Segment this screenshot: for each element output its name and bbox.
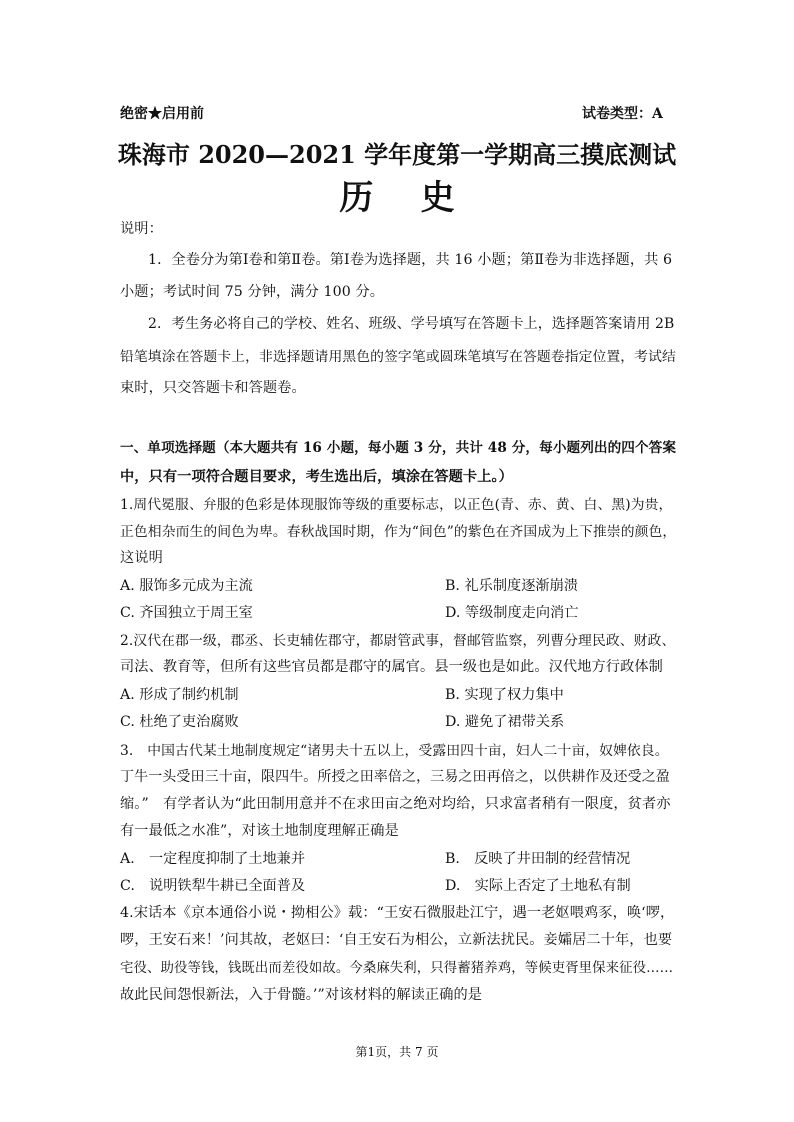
subject-title: 历 史	[339, 178, 455, 218]
question-1-line: 1.周代冕服、弁服的色彩是体现服饰等级的重要标志，以正色(青、赤、黄、白、黑)为贵，	[120, 497, 673, 513]
instruction-line: 束时，只交答题卡和答题卷。	[120, 380, 306, 396]
option-d: D. 避免了裙带关系	[445, 714, 565, 730]
instruction-line: 小题；考试时间 75 分钟，满分 100 分。	[120, 284, 385, 300]
section-heading: 中，只有一项符合题目要求，考生选出后，填涂在答题卡上。）	[120, 469, 513, 485]
page-footer: 第1页，共 7 页	[355, 1045, 439, 1059]
question-1-line: 正色相杂而生的间色为卑。春秋战国时期，作为“间色”的紫色在齐国成为上下推崇的颜色，	[120, 524, 677, 540]
question-4-line: 宅役、助役等钱，钱既出而差役如故。今桑麻失利，只得蓄猪养鸡，等候吏胥里保来征役……	[120, 961, 674, 976]
question-4-line: 啰，王安石来！’问其故，老妪曰：‘自王安石为相公，立新法扰民。妾孀居二十年，也要	[120, 932, 673, 948]
paper-type-label: 试卷类型：A	[582, 106, 663, 122]
question-3-line: 丁牛一头受田三十亩，限四牛。所授之田率倍之，三易之田再倍之，以供耕作及还受之盈	[120, 769, 670, 785]
instruction-line: 铅笔填涂在答题卡上，非选择题请用黑色的签字笔或圆珠笔填写在答题卷指定位置，考试结	[120, 349, 676, 365]
question-2-line: 2.汉代在郡一级，郡丞、长吏辅佐郡守，都尉管武事，督邮管监察，列曹分理民政、财政、	[120, 633, 676, 649]
question-4-line: 4.宋话本《京本通俗小说・拗相公》载：“王安石微服赴江宁，遇一老妪喂鸡豕，唤‘啰，	[120, 905, 675, 921]
option-a: A. 服饰多元成为主流	[120, 578, 253, 594]
section-heading: 一、单项选择题（本大题共有 16 小题，每小题 3 分，共计 48 分，每小题列出的四个答案	[120, 440, 677, 456]
option-b: B. 实现了权力集中	[445, 687, 564, 703]
option-b: B. 礼乐制度逐渐崩溃	[445, 578, 578, 594]
question-3-line: 3. 中国古代某土地制度规定“诸男夫十五以上，受露田四十亩，妇人二十亩，奴婢依良。	[120, 743, 669, 759]
option-c: C. 齐国独立于周王室	[120, 605, 253, 621]
option-b: B. 反映了井田制的经营情况	[445, 851, 631, 867]
option-c: C. 杜绝了吏治腐败	[120, 714, 239, 730]
question-3-line: 有一最低之水准”，对该土地制度理解正确是	[120, 823, 399, 839]
option-a: A. 一定程度抑制了土地兼并	[120, 851, 306, 867]
option-d: D. 等级制度走向消亡	[445, 605, 579, 621]
question-1-line: 这说明	[120, 550, 163, 566]
question-4-line: 故此民间怨恨新法，入于骨髓。’”对该材料的解读正确的是	[120, 987, 483, 1003]
option-a: A. 形成了制约机制	[120, 687, 239, 703]
option-c: C. 说明铁犁牛耕已全面普及	[120, 878, 306, 894]
instruction-line: 1．全卷分为第Ⅰ卷和第Ⅱ卷。第Ⅰ卷为选择题，共 16 小题；第Ⅱ卷为非选择题，共 6	[148, 252, 673, 268]
question-3-line: 缩。” 有学者认为“此田制用意并不在求田亩之绝对均给，只求富者稍有一限度，贫者亦	[120, 796, 671, 812]
confidential-label: 绝密★启用前	[120, 106, 204, 122]
exam-title: 珠海市 2020—2021 学年度第一学期高三摸底测试	[117, 140, 677, 169]
instructions-heading: 说明：	[120, 221, 163, 237]
instruction-line: 2．考生务必将自己的学校、姓名、班级、学号填写在答题卡上，选择题答案请用 2B	[148, 316, 675, 332]
question-2-line: 司法、教育等，但所有这些官员都是郡守的属官。县一级也是如此。汉代地方行政体制	[120, 659, 663, 675]
option-d: D. 实际上否定了土地私有制	[445, 878, 631, 894]
